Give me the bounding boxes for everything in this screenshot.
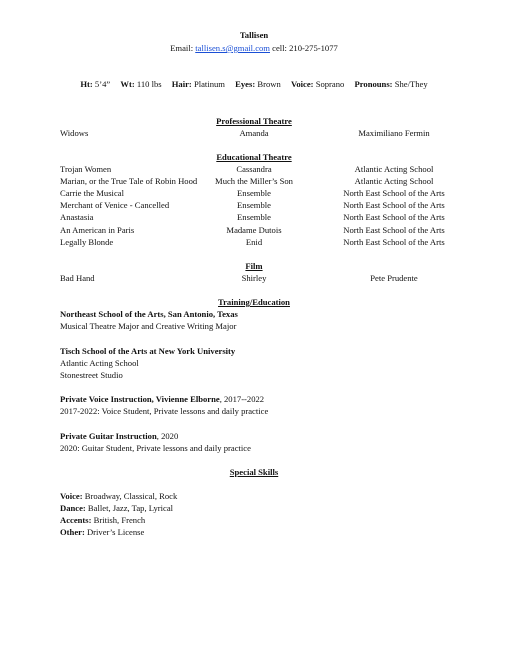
- credit-title: Legally Blonde: [60, 237, 114, 247]
- credit-company: North East School of the Arts: [343, 225, 445, 235]
- credit-company: Atlantic Acting School: [354, 164, 434, 174]
- training-title: Tisch School of the Arts at New York University: [60, 346, 236, 356]
- height-value: 5’4”: [94, 79, 111, 89]
- training-line: 2017-2022: Voice Student, Private lessons and daily practice: [60, 406, 269, 416]
- training-entry: [60, 430, 251, 454]
- credit-row: [60, 272, 460, 284]
- height-label: Ht:: [80, 79, 93, 89]
- film-heading: Film: [245, 261, 263, 271]
- credit-row: [60, 187, 460, 199]
- credit-company: Pete Prudente: [370, 273, 418, 283]
- skill-item: [60, 514, 177, 526]
- skill-value: Driver’s License: [84, 527, 145, 537]
- credit-title: Marian, or the True Tale of Robin Hood: [60, 176, 198, 186]
- hair-value: Platinum: [193, 79, 225, 89]
- special-skills-heading: Special Skills: [229, 467, 279, 477]
- skill-item: [60, 490, 177, 502]
- credit-title: Carrie the Musical: [60, 188, 124, 198]
- credit-row: [60, 211, 460, 223]
- skill-value: Ballet, Jazz, Tap, Lyrical: [85, 503, 174, 513]
- educational-theatre-heading: Educational Theatre: [216, 152, 292, 162]
- credit-row: [60, 175, 460, 187]
- credit-role: Amanda: [239, 128, 269, 138]
- credit-company: North East School of the Arts: [343, 188, 445, 198]
- credit-title: Anastasia: [60, 212, 94, 222]
- credit-company: North East School of the Arts: [343, 212, 445, 222]
- credit-role: Madame Dutois: [226, 225, 282, 235]
- weight-label: Wt:: [120, 79, 135, 89]
- skill-item: [60, 526, 177, 538]
- training-line: Musical Theatre Major and Creative Writing Major: [60, 321, 237, 331]
- credit-row: [60, 236, 460, 248]
- eyes-label: Eyes:: [235, 79, 256, 89]
- credit-role: Enid: [245, 237, 263, 247]
- skill-value: Broadway, Classical, Rock: [82, 491, 178, 501]
- training-entry: [60, 345, 235, 381]
- credit-title: Merchant of Venice - Cancelled: [60, 200, 170, 210]
- email-label: Email:: [170, 43, 196, 53]
- training-title: Private Voice Instruction, Vivienne Elborne: [60, 394, 220, 404]
- training-heading: Training/Education: [218, 297, 290, 307]
- training-title: Private Guitar Instruction: [60, 431, 157, 441]
- credit-title: Trojan Women: [60, 164, 112, 174]
- weight-value: 110 lbs: [136, 79, 162, 89]
- training-line: Stonestreet Studio: [60, 370, 123, 380]
- skill-label: Dance:: [60, 503, 86, 513]
- email-link[interactable]: tallisen.s@gmail.com: [195, 43, 270, 53]
- voice-value: Soprano: [315, 79, 345, 89]
- skill-item: [60, 502, 177, 514]
- credit-role: Ensemble: [237, 200, 271, 210]
- cell-number: 210-275-1077: [289, 43, 338, 53]
- credit-row: [60, 224, 460, 236]
- contact-line: [0, 42, 508, 54]
- eyes-value: Brown: [257, 79, 281, 89]
- professional-theatre-heading: Professional Theatre: [216, 116, 292, 126]
- hair-label: Hair:: [171, 79, 192, 89]
- training-years: , 2017--2022: [219, 394, 265, 404]
- pronouns-value: She/They: [394, 79, 428, 89]
- performer-name: Tallisen: [239, 30, 269, 40]
- credit-company: North East School of the Arts: [343, 200, 445, 210]
- training-years: , 2020: [156, 431, 179, 441]
- credit-title: An American in Paris: [60, 225, 135, 235]
- credit-company: Atlantic Acting School: [354, 176, 434, 186]
- skills-list: [60, 490, 177, 538]
- credit-company: North East School of the Arts: [343, 237, 445, 247]
- training-title: Northeast School of the Arts, San Antonio, Texas: [60, 309, 238, 319]
- credit-role: Ensemble: [237, 188, 271, 198]
- voice-label: Voice:: [290, 79, 314, 89]
- cell-label: cell:: [270, 43, 290, 53]
- training-entry: [60, 393, 268, 417]
- training-entry: [60, 308, 238, 332]
- credit-row: [60, 163, 460, 175]
- pronouns-label: Pronouns:: [354, 79, 393, 89]
- credit-row: [60, 127, 460, 139]
- training-line: Atlantic Acting School: [60, 358, 139, 368]
- credit-row: [60, 199, 460, 211]
- credit-company: Maximiliano Fermin: [358, 128, 430, 138]
- stats-line: [0, 78, 508, 90]
- credit-role: Ensemble: [237, 212, 271, 222]
- credit-role: Cassandra: [236, 164, 272, 174]
- credit-title: Bad Hand: [60, 273, 95, 283]
- credit-title: Widows: [60, 128, 89, 138]
- skill-value: British, French: [91, 515, 146, 525]
- credit-role: Much the Miller’s Son: [215, 176, 293, 186]
- skill-label: Other:: [60, 527, 85, 537]
- training-line: 2020: Guitar Student, Private lessons and daily practice: [60, 443, 251, 453]
- credit-role: Shirley: [241, 273, 267, 283]
- skill-label: Voice:: [60, 491, 83, 501]
- skill-label: Accents:: [60, 515, 92, 525]
